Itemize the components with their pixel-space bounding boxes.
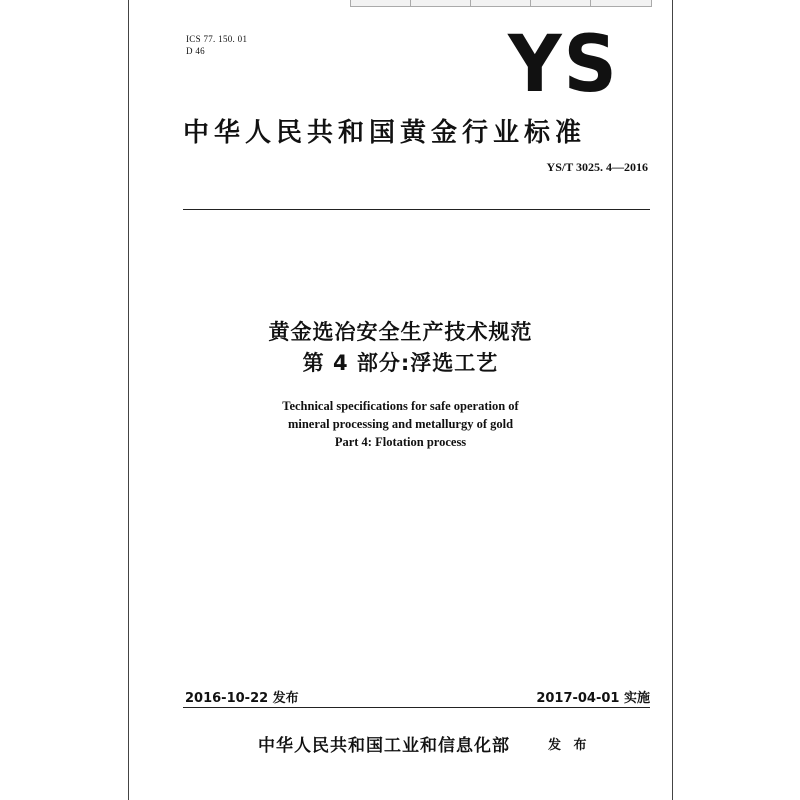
classification-codes [186, 33, 247, 57]
standard-type-heading: 中华人民共和国黄金行业标准 [183, 118, 587, 148]
implement-date: 2017-04-01 实施 [536, 691, 650, 706]
page-edge-tab [590, 0, 652, 7]
page-edge-tab [530, 0, 592, 7]
footer-divider [183, 707, 650, 708]
issue-date: 2016-10-22 发布 [185, 691, 299, 706]
page-edge-tab [410, 0, 472, 7]
ys-logo: YS [508, 20, 619, 110]
page-edge-tab [470, 0, 532, 7]
title-cn-line2: 第 4 部分:浮选工艺 [302, 351, 499, 375]
issuer-name: 中华人民共和国工业和信息化部 [258, 736, 510, 756]
title-en-line2: mineral processing and metallurgy of gold [287, 417, 514, 431]
title-en-line3: Part 4: Flotation process [334, 435, 467, 449]
header-divider [183, 209, 650, 210]
title-cn-line1: 黄金选冶安全生产技术规范 [268, 320, 533, 344]
standard-number: YS/T 3025. 4—2016 [546, 160, 648, 174]
ics-code: ICS 77. 150. 01 [186, 34, 248, 44]
page-edge-tab [350, 0, 412, 7]
issuer-suffix: 发 布 [548, 738, 591, 753]
ccs-code: D 46 [186, 46, 205, 56]
title-en-line1: Technical specifications for safe operation of [282, 399, 519, 413]
